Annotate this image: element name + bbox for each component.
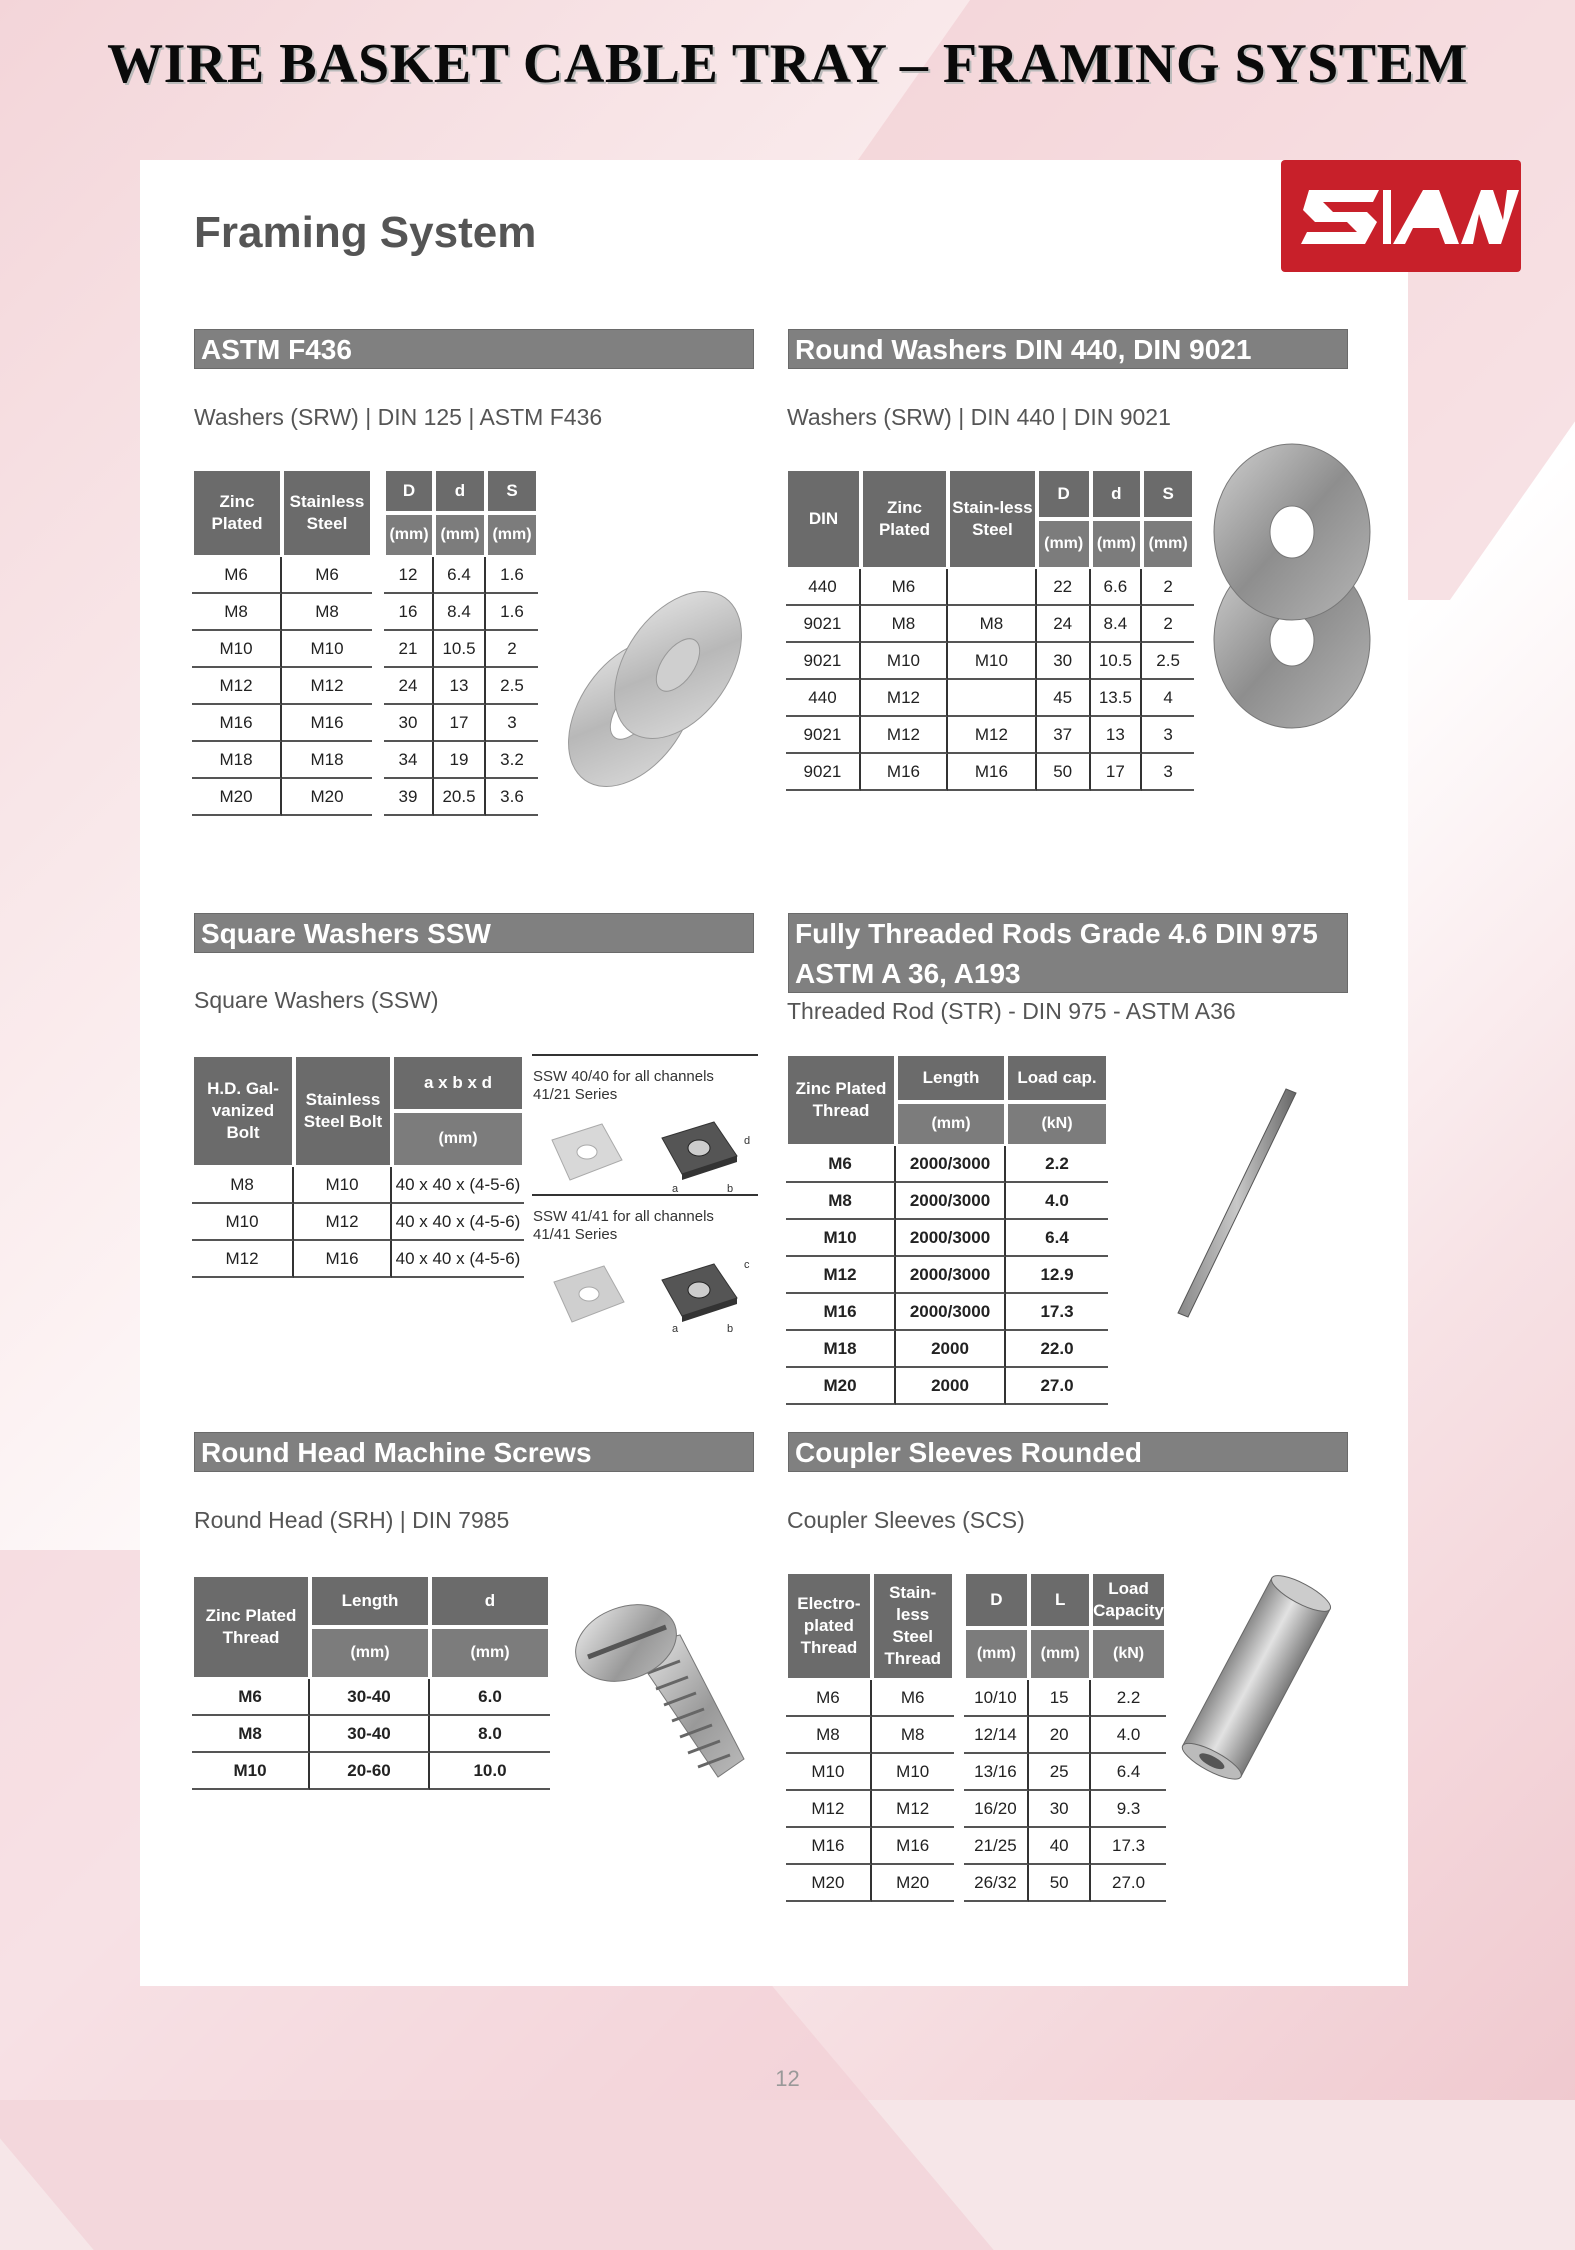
table-cell: 26/32 [964,1865,1030,1902]
table-cell: 1.6 [486,594,538,631]
table-cell: 2000 [896,1331,1006,1368]
table-cell: 4 [1142,680,1194,717]
dimension-label: a [672,1323,679,1332]
table-cell: 9021 [786,606,861,643]
table-cell: M8 [786,1717,872,1754]
table-cell: M12 [948,717,1037,754]
table-row [192,1241,524,1278]
table-cell: M20 [786,1865,872,1902]
table-row [786,1865,1166,1902]
table-cell: 2000/3000 [896,1183,1006,1220]
table-cell: 16/20 [964,1791,1030,1828]
col-header: D [1037,469,1091,519]
astm-washer-table [192,469,538,816]
table-cell: 24 [384,668,434,705]
table-cell: 34 [384,742,434,779]
square-washer-image [532,1100,762,1192]
table-row [786,1220,1108,1257]
table-row [786,754,1194,791]
machine-screw-image [568,1595,758,1795]
table-cell: 6.0 [430,1679,550,1716]
table-row [192,1204,524,1241]
section-subtitle-screws: Round Head (SRH) | DIN 7985 [194,1507,510,1533]
col-header: Zinc Plated [861,469,948,569]
table-cell: 50 [1029,1865,1091,1902]
table-cell: M16 [192,705,282,742]
table-cell: 2000 [896,1368,1006,1405]
document-title: WIRE BASKET CABLE TRAY – FRAMING SYSTEM [107,33,1468,95]
table-cell: 40 x 40 x (4-5-6) [392,1241,524,1278]
table-cell: 30-40 [310,1679,430,1716]
table-row [786,1331,1108,1368]
table-row [786,1828,1166,1865]
table-cell: M6 [872,1680,954,1717]
table-cell: M6 [192,1679,310,1716]
col-header: d [1091,469,1143,519]
square-washer-caption: SSW 41/41 for all channels 41/41 Series [533,1208,714,1243]
col-header: Length [896,1054,1006,1102]
table-cell: 13/16 [964,1754,1030,1791]
table-cell: 6.4 [1091,1754,1166,1791]
table-cell: M10 [192,631,282,668]
col-header: L [1029,1572,1091,1628]
table-cell: 2 [1142,606,1194,643]
page-number: 12 [775,2066,800,2091]
col-header: Stain-less Steel [948,469,1037,569]
table-cell: 22.0 [1006,1331,1108,1368]
table-cell: M12 [786,1791,872,1828]
table-cell: M10 [861,643,948,680]
table-cell: M16 [948,754,1037,791]
section-header-screws: Round Head Machine Screws [194,1432,754,1472]
col-header: S [1142,469,1194,519]
table-row [192,1167,524,1204]
table-row [786,1368,1108,1405]
section-header-astm: ASTM F436 [194,329,754,369]
table-row [786,1717,1166,1754]
table-body [192,1167,524,1278]
table-cell: M12 [192,1241,294,1278]
unit-label: (kN) [1091,1628,1166,1680]
table-cell: 6.6 [1091,569,1143,606]
table-cell: 9021 [786,643,861,680]
table-cell: 17.3 [1091,1828,1166,1865]
unit-label: (kN) [1006,1102,1108,1146]
col-header: Zinc Plated Thread [192,1575,310,1679]
table-cell: 27.0 [1091,1865,1166,1902]
page-title: Framing System [194,208,537,257]
unit-label: (mm) [486,513,538,557]
table-cell: M12 [282,668,372,705]
section-header-threaded-rods [788,913,1348,993]
table-cell: M18 [192,742,282,779]
table-cell: M20 [872,1865,954,1902]
table-row [786,643,1194,680]
table-cell: 10.5 [1091,643,1143,680]
divider [532,1194,758,1196]
threaded-rod-image [1160,1085,1310,1325]
table-cell: M12 [192,668,282,705]
table-body [786,569,1194,791]
table-cell: 10.5 [434,631,486,668]
col-header: Zinc Plated [192,469,282,557]
table-cell: M8 [872,1717,954,1754]
table-cell: 2000/3000 [896,1146,1006,1183]
table-cell: 17.3 [1006,1294,1108,1331]
table-row [786,1183,1108,1220]
table-cell: M10 [192,1753,310,1790]
table-cell: 440 [786,680,861,717]
square-washer-image [532,1240,762,1332]
table-cell: 8.4 [434,594,486,631]
coupler-sleeve-image [1160,1570,1350,1790]
table-cell: 12.9 [1006,1257,1108,1294]
table-row [192,705,538,742]
table-cell: 4.0 [1091,1717,1166,1754]
table-cell: M20 [192,779,282,816]
table-row [192,1753,550,1790]
col-header: Load cap. [1006,1054,1108,1102]
table-row [192,631,538,668]
col-header: Zinc Plated Thread [786,1054,896,1146]
table-cell: 1.6 [486,557,538,594]
table-cell: M12 [861,717,948,754]
table-cell: 2000/3000 [896,1220,1006,1257]
table-cell: 17 [1091,754,1143,791]
table-cell: M8 [948,606,1037,643]
table-row [786,717,1194,754]
table-cell: 3.6 [486,779,538,816]
section-header-round-washers: Round Washers DIN 440, DIN 9021 [788,329,1348,369]
table-cell: 20-60 [310,1753,430,1790]
col-header: DIN [786,469,861,569]
table-cell: M10 [948,643,1037,680]
dimension-label: c [744,1259,750,1271]
table-cell: 2.5 [1142,643,1194,680]
table-cell: 30 [1037,643,1091,680]
table-body [786,1680,1166,1902]
section-subtitle-round-washers: Washers (SRW) | DIN 440 | DIN 9021 [787,404,1171,430]
table-cell: 16 [384,594,434,631]
unit-label: (mm) [964,1628,1030,1680]
section-header-coupler: Coupler Sleeves Rounded [788,1432,1348,1472]
table-cell: M6 [861,569,948,606]
coupler-sleeve-table [786,1572,1166,1902]
table-row [786,680,1194,717]
unit-label: (mm) [1142,519,1194,569]
table-cell: 2 [1142,569,1194,606]
table-cell: M6 [786,1680,872,1717]
table-row [192,668,538,705]
unit-label: (mm) [392,1111,524,1167]
col-header: H.D. Gal-vanized Bolt [192,1055,294,1167]
col-header: S [486,469,538,513]
col-header: Length [310,1575,430,1627]
table-cell: M8 [192,1167,294,1204]
flat-washer-image [560,565,750,805]
table-cell: 8.4 [1091,606,1143,643]
col-header: D [964,1572,1030,1628]
section-header-line: ASTM A 36, A193 [795,958,1021,989]
table-cell: 2 [486,631,538,668]
table-cell: M16 [294,1241,392,1278]
table-cell: M6 [282,557,372,594]
col-header: d [434,469,486,513]
table-cell: M12 [872,1791,954,1828]
table-cell: M12 [294,1204,392,1241]
divider [532,1054,758,1056]
table-row [786,1257,1108,1294]
table-cell: 27.0 [1006,1368,1108,1405]
machine-screw-table [192,1575,550,1790]
table-row [192,742,538,779]
table-cell: 20.5 [434,779,486,816]
table-cell: 40 x 40 x (4-5-6) [392,1167,524,1204]
table-cell: M18 [786,1331,896,1368]
table-cell: M16 [786,1294,896,1331]
table-cell: 13 [434,668,486,705]
table-cell: M16 [282,705,372,742]
table-cell: 40 [1029,1828,1091,1865]
table-cell: 20 [1029,1717,1091,1754]
table-row [192,594,538,631]
table-cell: M20 [786,1368,896,1405]
table-cell: M16 [861,754,948,791]
col-header: d [430,1575,550,1627]
table-cell: 40 x 40 x (4-5-6) [392,1204,524,1241]
table-cell: 19 [434,742,486,779]
table-cell: 30 [384,705,434,742]
table-cell: 2000/3000 [896,1257,1006,1294]
section-subtitle-coupler: Coupler Sleeves (SCS) [787,1507,1025,1533]
table-row [786,606,1194,643]
table-cell: 6.4 [1006,1220,1108,1257]
table-row [786,1791,1166,1828]
table-cell: 2.2 [1091,1680,1166,1717]
table-cell: M16 [786,1828,872,1865]
col-header: D [384,469,434,513]
unit-label: (mm) [1029,1628,1091,1680]
table-row [786,1294,1108,1331]
dimension-label: a [672,1183,679,1192]
table-row [192,779,538,816]
table-cell: 25 [1029,1754,1091,1791]
square-washer-table [192,1055,524,1278]
table-cell: M8 [192,1716,310,1753]
table-cell: 21/25 [964,1828,1030,1865]
table-cell: M8 [282,594,372,631]
unit-label: (mm) [384,513,434,557]
col-header: Stainless Steel Bolt [294,1055,392,1167]
table-cell: 15 [1029,1680,1091,1717]
threaded-rod-table [786,1054,1108,1405]
table-cell: M10 [192,1204,294,1241]
table-cell: M18 [282,742,372,779]
table-cell: 13 [1091,717,1143,754]
table-cell: 2.5 [486,668,538,705]
round-washer-table [786,469,1194,791]
table-cell: 12/14 [964,1717,1030,1754]
table-cell: 440 [786,569,861,606]
table-cell: 6.4 [434,557,486,594]
section-header-square-washers: Square Washers SSW [194,913,754,953]
unit-label: (mm) [310,1627,430,1679]
table-row [786,1754,1166,1791]
table-cell: 3 [1142,754,1194,791]
col-header: Electro-plated Thread [786,1572,872,1680]
round-washer-image [1200,440,1380,740]
table-cell: M12 [861,680,948,717]
table-cell: M8 [192,594,282,631]
table-cell: 3 [1142,717,1194,754]
table-cell: 2.2 [1006,1146,1108,1183]
col-header: Stainless Steel [282,469,372,557]
section-subtitle-threaded-rods: Threaded Rod (STR) - DIN 975 - ASTM A36 [787,998,1236,1024]
table-cell: 10/10 [964,1680,1030,1717]
table-cell: M16 [872,1828,954,1865]
section-subtitle-square-washers: Square Washers (SSW) [194,987,439,1013]
table-cell: M12 [786,1257,896,1294]
table-cell: 3.2 [486,742,538,779]
table-row [786,1680,1166,1717]
table-cell: 50 [1037,754,1091,791]
table-cell: 9021 [786,717,861,754]
table-cell: 4.0 [1006,1183,1108,1220]
square-washer-caption: SSW 40/40 for all channels 41/21 Series [533,1068,714,1103]
table-cell [948,569,1037,606]
table-cell: 30-40 [310,1716,430,1753]
san-logo [1281,160,1521,272]
table-cell: M10 [294,1167,392,1204]
table-cell: 22 [1037,569,1091,606]
table-cell: 13.5 [1091,680,1143,717]
table-cell: M10 [786,1754,872,1791]
table-body [192,557,538,816]
table-cell [948,680,1037,717]
section-subtitle-astm: Washers (SRW) | DIN 125 | ASTM F436 [194,404,603,430]
col-header: a x b x d [392,1055,524,1111]
table-row [786,1146,1108,1183]
table-row [192,557,538,594]
table-cell: 17 [434,705,486,742]
table-row [786,569,1194,606]
table-body [786,1146,1108,1405]
table-cell: 21 [384,631,434,668]
table-cell: 45 [1037,680,1091,717]
unit-label: (mm) [434,513,486,557]
dimension-label: d [744,1135,751,1147]
table-body [192,1679,550,1790]
table-cell: 39 [384,779,434,816]
table-cell: 9.3 [1091,1791,1166,1828]
unit-label: (mm) [1037,519,1091,569]
table-cell: 2000/3000 [896,1294,1006,1331]
table-cell: M8 [786,1183,896,1220]
col-header: Stain-less Steel Thread [872,1572,954,1680]
table-cell: 24 [1037,606,1091,643]
table-cell: 37 [1037,717,1091,754]
table-row [192,1716,550,1753]
table-cell: M6 [786,1146,896,1183]
table-cell: 12 [384,557,434,594]
table-cell: M10 [872,1754,954,1791]
dimension-label: b [727,1183,734,1192]
table-cell: M6 [192,557,282,594]
unit-label: (mm) [896,1102,1006,1146]
table-cell: 9021 [786,754,861,791]
table-cell: M20 [282,779,372,816]
unit-label: (mm) [430,1627,550,1679]
table-cell: 8.0 [430,1716,550,1753]
col-header: Load Capacity [1091,1572,1166,1628]
table-cell: M8 [861,606,948,643]
table-cell: M10 [786,1220,896,1257]
table-cell: 3 [486,705,538,742]
section-header-line: Fully Threaded Rods Grade 4.6 DIN 975 [795,918,1318,949]
unit-label: (mm) [1091,519,1143,569]
table-cell: 30 [1029,1791,1091,1828]
table-row [192,1679,550,1716]
dimension-label: b [727,1323,734,1332]
table-cell: M10 [282,631,372,668]
table-cell: 10.0 [430,1753,550,1790]
